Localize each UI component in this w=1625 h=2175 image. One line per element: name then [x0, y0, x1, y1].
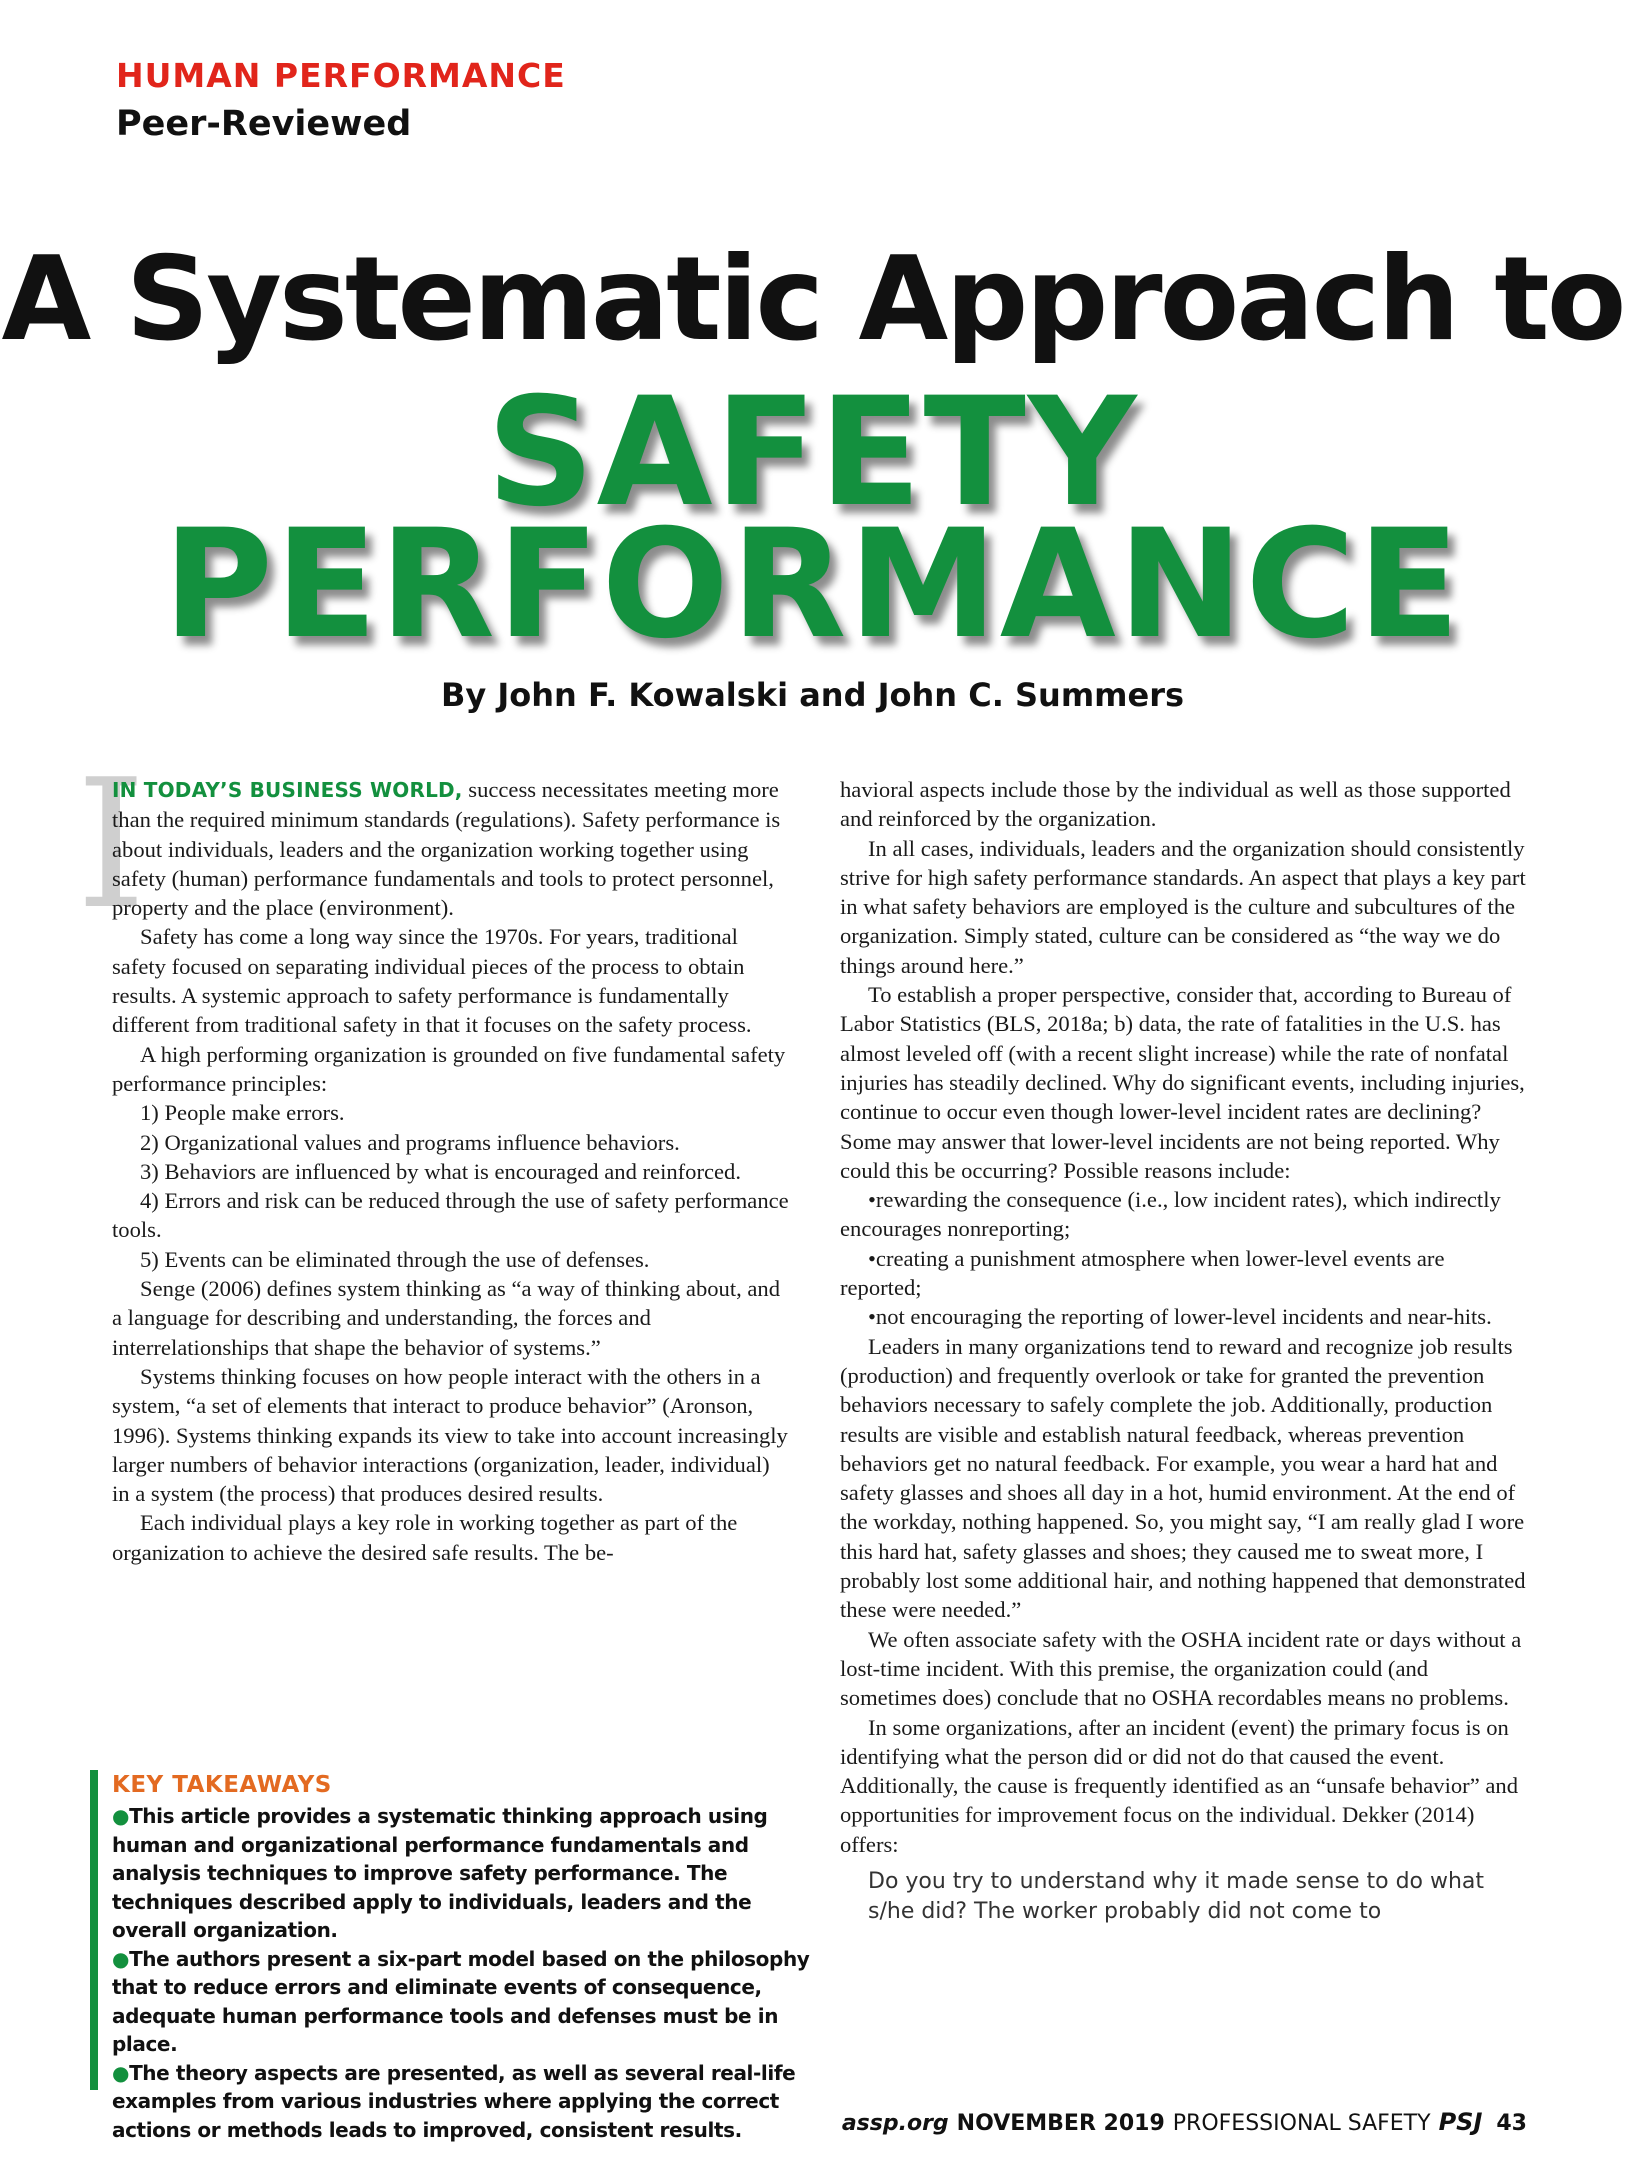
- bullet-icon: ●: [112, 1804, 130, 1828]
- paragraph: In all cases, individuals, leaders and the organization should consistently strive for high safety performance standards. An aspect that plays a key part in what safety behaviors are employed is the culture and subcultures of the organization. Simply stated, culture can be considered as “the way we do things around here.”: [840, 835, 1526, 978]
- drop-cap: I: [76, 741, 147, 948]
- paragraph-intro-text: success necessitates meeting more than the required minimum standards (regulations). Safety performance is about individuals, leaders and the organization working together using safety (human) performance fundamentals and tools to protect personnel, property and the place (environment).: [112, 777, 781, 921]
- block-quote: Do you try to understand why it made sense to do what s/he did? The worker probably did not come to: [868, 1868, 1485, 1924]
- principle-item: 3) Behaviors are influenced by what is encouraged and reinforced.: [140, 1158, 741, 1184]
- key-takeaways-box: [90, 1770, 832, 2142]
- takeaway-item: [112, 1802, 832, 1945]
- footer-magazine: PROFESSIONAL SAFETY: [1172, 2111, 1431, 2136]
- key-takeaways-title: KEY TAKEAWAYS: [112, 1772, 332, 1798]
- peer-reviewed-label: Peer-Reviewed: [116, 104, 412, 144]
- paragraph: Each individual plays a key role in working together as part of the organization to achieve the desired safe results. The be-: [112, 1510, 738, 1565]
- footer-abbrev: PSJ: [1438, 2108, 1483, 2136]
- paragraph: In some organizations, after an incident (event) the primary focus is on identifying what the person did or did not do that caused the event. Additionally, the cause is frequently identified as an “unsafe behavior” and opportunities for improvement focus on the individual. Dekker (2014) offers:: [840, 1714, 1518, 1857]
- lead-in: IN TODAY’S BUSINESS WORLD,: [112, 778, 463, 802]
- byline: By John F. Kowalski and John C. Summers: [440, 676, 1185, 714]
- page-footer: [842, 2108, 1527, 2136]
- paragraph: Leaders in many organizations tend to reward and recognize job results (production) and frequently overlook or take for granted the prevention behaviors necessary to safely complete the job. Additionally, production results are visible and establish natural feedback, whereas prevention behaviors get no natural feedback. For example, you wear a hard hat and safety glasses and shoes all day in a hot, humid environment. At the end of the workday, nothing happened. So, you might say, “I am really glad I wore this hard hat, safety glasses and shoes; they caused me to sweat more, I probably lost some additional hair, and nothing happened that demonstrated these were needed.”: [840, 1333, 1526, 1623]
- section-label: HUMAN PERFORMANCE: [116, 56, 566, 95]
- paragraph: Senge (2006) defines system thinking as “a way of thinking about, and a language for describing and understanding, the forces and interrelationships that shape the behavior of systems.”: [112, 1276, 781, 1360]
- principle-item: 1) People make errors.: [140, 1100, 345, 1126]
- takeaway-item: [112, 2059, 832, 2145]
- principle-item: 5) Events can be eliminated through the use of defenses.: [140, 1246, 650, 1272]
- reason-item: •rewarding the consequence (i.e., low incident rates), which indirectly encourages nonreporting;: [840, 1187, 1501, 1242]
- reason-item: •not encouraging the reporting of lower-level incidents and near-hits.: [868, 1304, 1492, 1330]
- paragraph: Safety has come a long way since the 1970s. For years, traditional safety focused on separating individual pieces of the process to obtain results. A systemic approach to safety performance is fundamentally different from traditional safety in that it focuses on the safety process.: [112, 924, 752, 1038]
- paragraph: To establish a proper perspective, consider that, according to Bureau of Labor Statistics (BLS, 2018a; b) data, the rate of fatalities in the U.S. has almost leveled off (with a recent slight increase) while the rate of nonfatal injuries has steadily declined. Why do significant events, including injuries, continue to occur even though lower-level incident rates are declining? Some may answer that lower-level incidents are not being reported. Why could this be occurring? Possible reasons include:: [840, 982, 1525, 1183]
- takeaway-item: [112, 1945, 832, 2059]
- page-number: 43: [1496, 2111, 1527, 2136]
- reason-item: •creating a punishment atmosphere when lower-level events are reported;: [840, 1245, 1445, 1301]
- takeaway-text: This article provides a systematic thinking approach using human and organizational performance fundamentals and analysis techniques to improve safety performance. The techniques described apply to individuals, leaders and the overall organization.: [112, 1804, 768, 1942]
- footer-date: NOVEMBER 2019: [956, 2111, 1165, 2136]
- paragraph: We often associate safety with the OSHA incident rate or days without a lost-time incident. With this premise, the organization could (and sometimes does) conclude that no OSHA recordables means no problems.: [840, 1626, 1522, 1711]
- paragraph-intro: [112, 775, 792, 922]
- article-title-line2: SAFETY: [486, 366, 1139, 540]
- right-column: [840, 775, 1530, 1927]
- principle-item: 4) Errors and risk can be reduced through the use of safety performance tools.: [112, 1188, 789, 1243]
- principle-item: 2) Organizational values and programs influence behaviors.: [140, 1129, 680, 1155]
- left-column: [112, 775, 792, 1567]
- footer-site-link[interactable]: assp.org: [841, 2111, 949, 2136]
- bullet-icon: ●: [112, 2060, 130, 2085]
- bullet-icon: ●: [112, 1946, 130, 1971]
- takeaway-text: The theory aspects are presented, as well as several real-life examples from various industries where applying the correct actions or methods leads to improved, consistent results.: [112, 2060, 796, 2142]
- paragraph-continued: havioral aspects include those by the individual as well as those supported and reinforced by the organization.: [840, 777, 1511, 832]
- paragraph: Systems thinking focuses on how people interact with the others in a system, “a set of elements that interact to produce behavior” (Aronson, 1996). Systems thinking expands its view to take into account increasingly larger numbers of behavior interactions (organization, leader, individual) in a system (the process) that produces desired results.: [112, 1363, 788, 1507]
- paragraph: A high performing organization is grounded on five fundamental safety performance principles:: [112, 1041, 786, 1096]
- takeaway-text: The authors present a six-part model based on the philosophy that to reduce errors and eliminate events of consequence, adequate human performance tools and defenses must be in place.: [112, 1946, 810, 2056]
- article-title-line1: A Systematic Approach to: [1, 232, 1624, 367]
- article-title-line3: PERFORMANCE: [163, 498, 1462, 672]
